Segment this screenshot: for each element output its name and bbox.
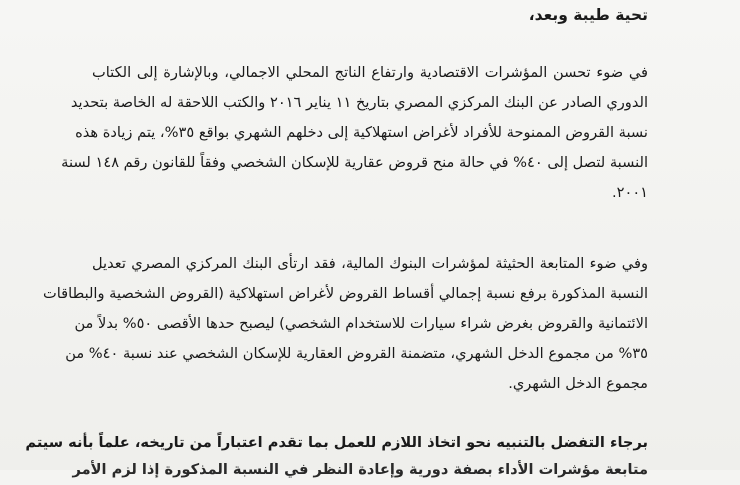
paragraph-2-line: النسبة المذكورة برفع نسبة إجمالي أقساط القروض لأغراض استهلاكية (القروض الشخصية والبطاقات — [43, 285, 648, 302]
partial-line: متابعة مؤشرات الأداء بصفة دورية وإعادة النظر في النسبة المذكورة إذا لزم الأمر — [72, 461, 648, 478]
paragraph-1-line: نسبة القروض الممنوحة للأفراد لأغراض استهلاكية إلى دخلهم الشهري بواقع ٣٥%، يتم زيادة هذه — [75, 124, 648, 141]
paragraph-2-line: الائتمانية والقروض بغرض شراء سيارات للاستخدام الشخصي) ليصبح حدها الأقصى ٥٠% بدلاً من — [74, 315, 648, 332]
paragraph-1-line: النسبة لتصل إلى ٤٠% في حالة منح قروض عقارية للإسكان الشخصي وفقاً للقانون رقم ١٤٨ لسنة — [61, 154, 648, 171]
paragraph-3 — [25, 428, 648, 458]
paragraph-2-line: ٣٥% من مجموع الدخل الشهري، متضمنة القروض العقارية للإسكان الشخصي عند نسبة ٤٠% من — [65, 345, 648, 362]
paragraph-3-line: برجاء التفضل بالتنبيه نحو اتخاذ اللازم للعمل بما تقدم اعتباراً من تاريخه، علماً بأنه سيتم — [25, 434, 648, 451]
paragraph-2-line: مجموع الدخل الشهري. — [508, 375, 648, 392]
greeting — [529, 0, 648, 30]
paragraph-1-line: في ضوء تحسن المؤشرات الاقتصادية وارتفاع الناتج المحلي الاجمالي، وبالإشارة إلى الكتاب — [92, 64, 648, 81]
paragraph-2-line: وفي ضوء المتابعة الحثيثة لمؤشرات البنوك المالية، فقد ارتأى البنك المركزي المصري تعديل — [92, 255, 648, 272]
paragraph-1-line: الدوري الصادر عن البنك المركزي المصري بتاريخ ١١ يناير ٢٠١٦ والكتب اللاحقة له الخاصة بتحديد — [70, 94, 648, 111]
paragraph-2 — [43, 249, 648, 399]
paragraph-1-line: ٢٠٠١. — [612, 184, 648, 201]
greeting-text: تحية طيبة وبعد، — [528, 6, 648, 24]
paragraph-1 — [61, 58, 648, 208]
